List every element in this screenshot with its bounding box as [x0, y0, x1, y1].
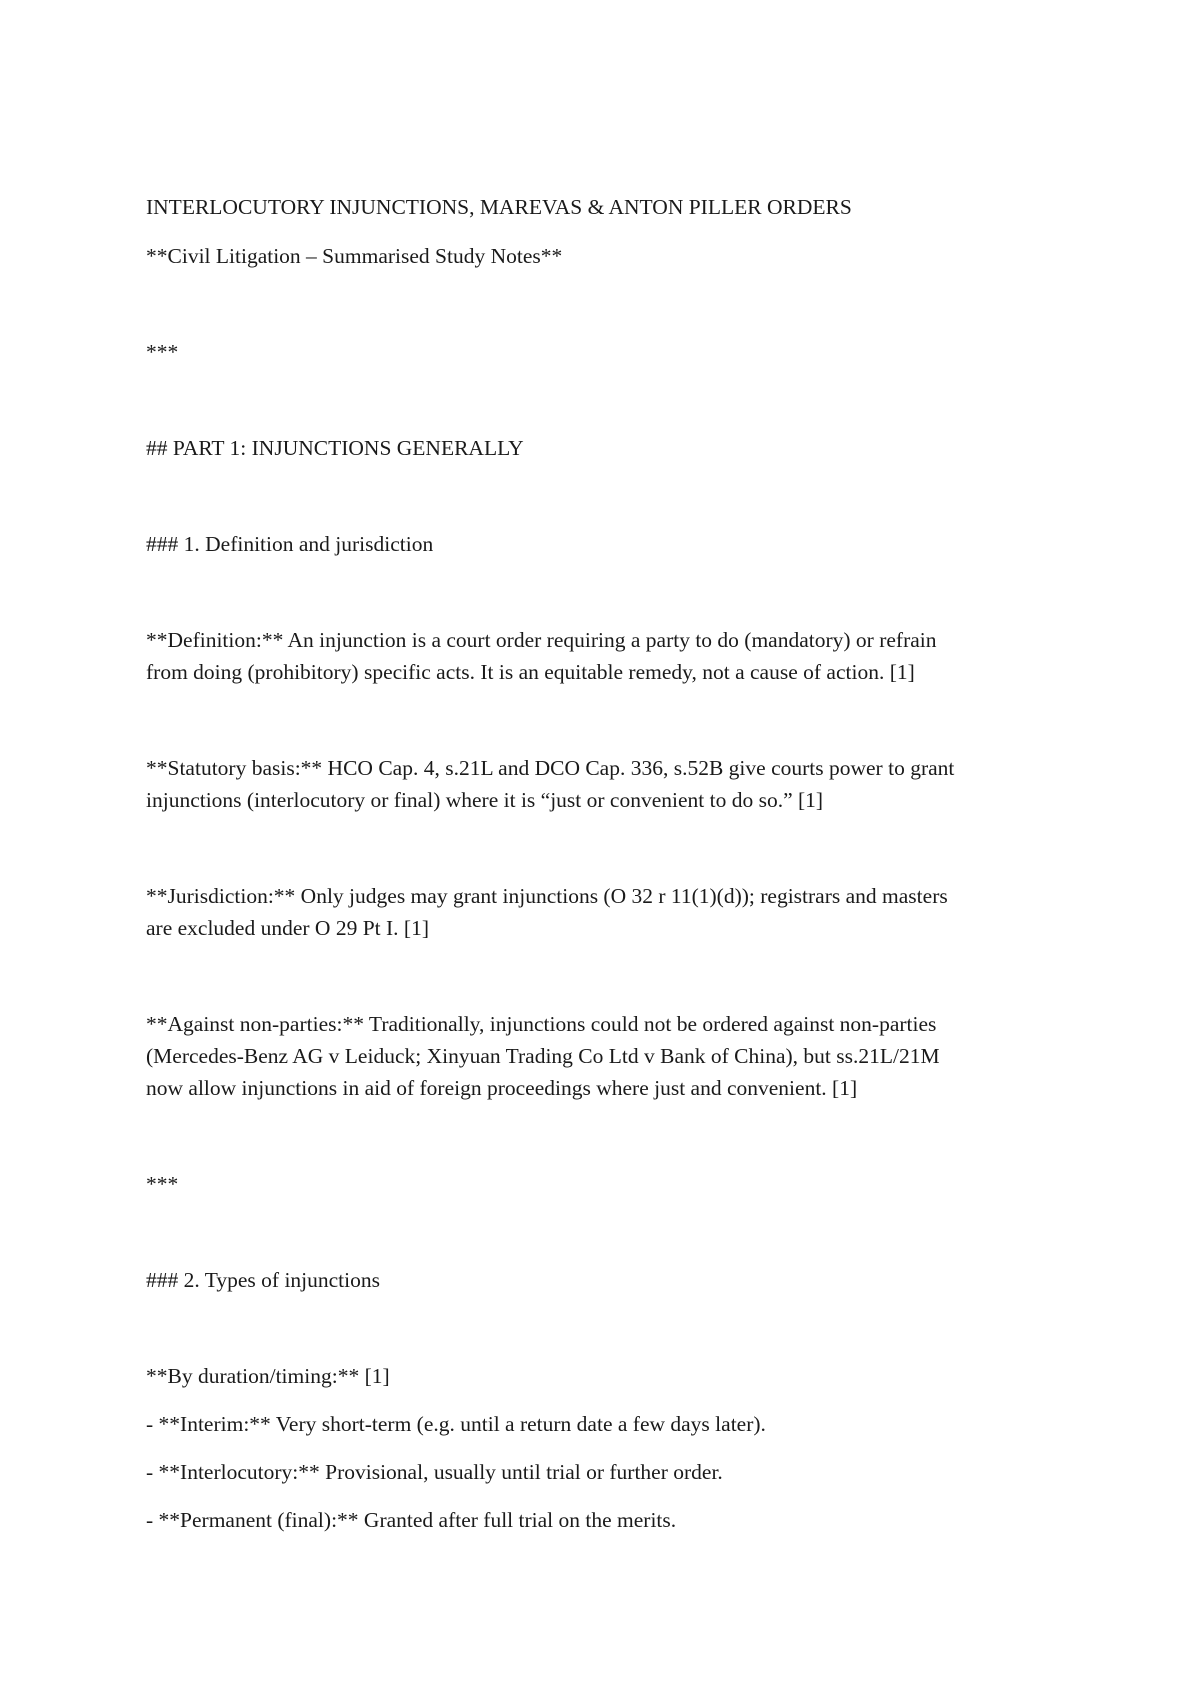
part1-heading: ## PART 1: INJUNCTIONS GENERALLY [146, 436, 524, 460]
non-parties-line-1: **Against non-parties:** Traditionally, injunctions could not be ordered against non-parties [146, 1012, 937, 1036]
by-duration-label: **By duration/timing:** [1] [146, 1364, 390, 1388]
separator: *** [146, 340, 179, 364]
separator: *** [146, 1172, 179, 1196]
statutory-basis-line-2: injunctions (interlocutory or final) where it is “just or convenient to do so.” [1] [146, 788, 824, 812]
document-title: INTERLOCUTORY INJUNCTIONS, MAREVAS & ANTON PILLER ORDERS [146, 195, 852, 219]
definition-line-1: **Definition:** An injunction is a court order requiring a party to do (mandatory) or refrain [146, 628, 937, 652]
section2-heading: ### 2. Types of injunctions [146, 1268, 380, 1292]
list-item: - **Interlocutory:** Provisional, usually until trial or further order. [146, 1460, 723, 1484]
non-parties-line-2: (Mercedes-Benz AG v Leiduck; Xinyuan Trading Co Ltd v Bank of China), but ss.21L/21M [146, 1044, 940, 1068]
section1-heading: ### 1. Definition and jurisdiction [146, 532, 434, 556]
list-item: - **Interim:** Very short-term (e.g. until a return date a few days later). [146, 1412, 766, 1436]
statutory-basis-line-1: **Statutory basis:** HCO Cap. 4, s.21L and DCO Cap. 336, s.52B give courts power to grant [146, 756, 955, 780]
definition-line-2: from doing (prohibitory) specific acts. It is an equitable remedy, not a cause of action. [1] [146, 660, 915, 684]
list-item: - **Permanent (final):** Granted after full trial on the merits. [146, 1508, 677, 1532]
jurisdiction-line-1: **Jurisdiction:** Only judges may grant injunctions (O 32 r 11(1)(d)); registrars and masters [146, 884, 948, 908]
document-subtitle: **Civil Litigation – Summarised Study Notes** [146, 244, 563, 268]
jurisdiction-line-2: are excluded under O 29 Pt I. [1] [146, 916, 429, 940]
non-parties-line-3: now allow injunctions in aid of foreign proceedings where just and convenient. [1] [146, 1076, 858, 1100]
